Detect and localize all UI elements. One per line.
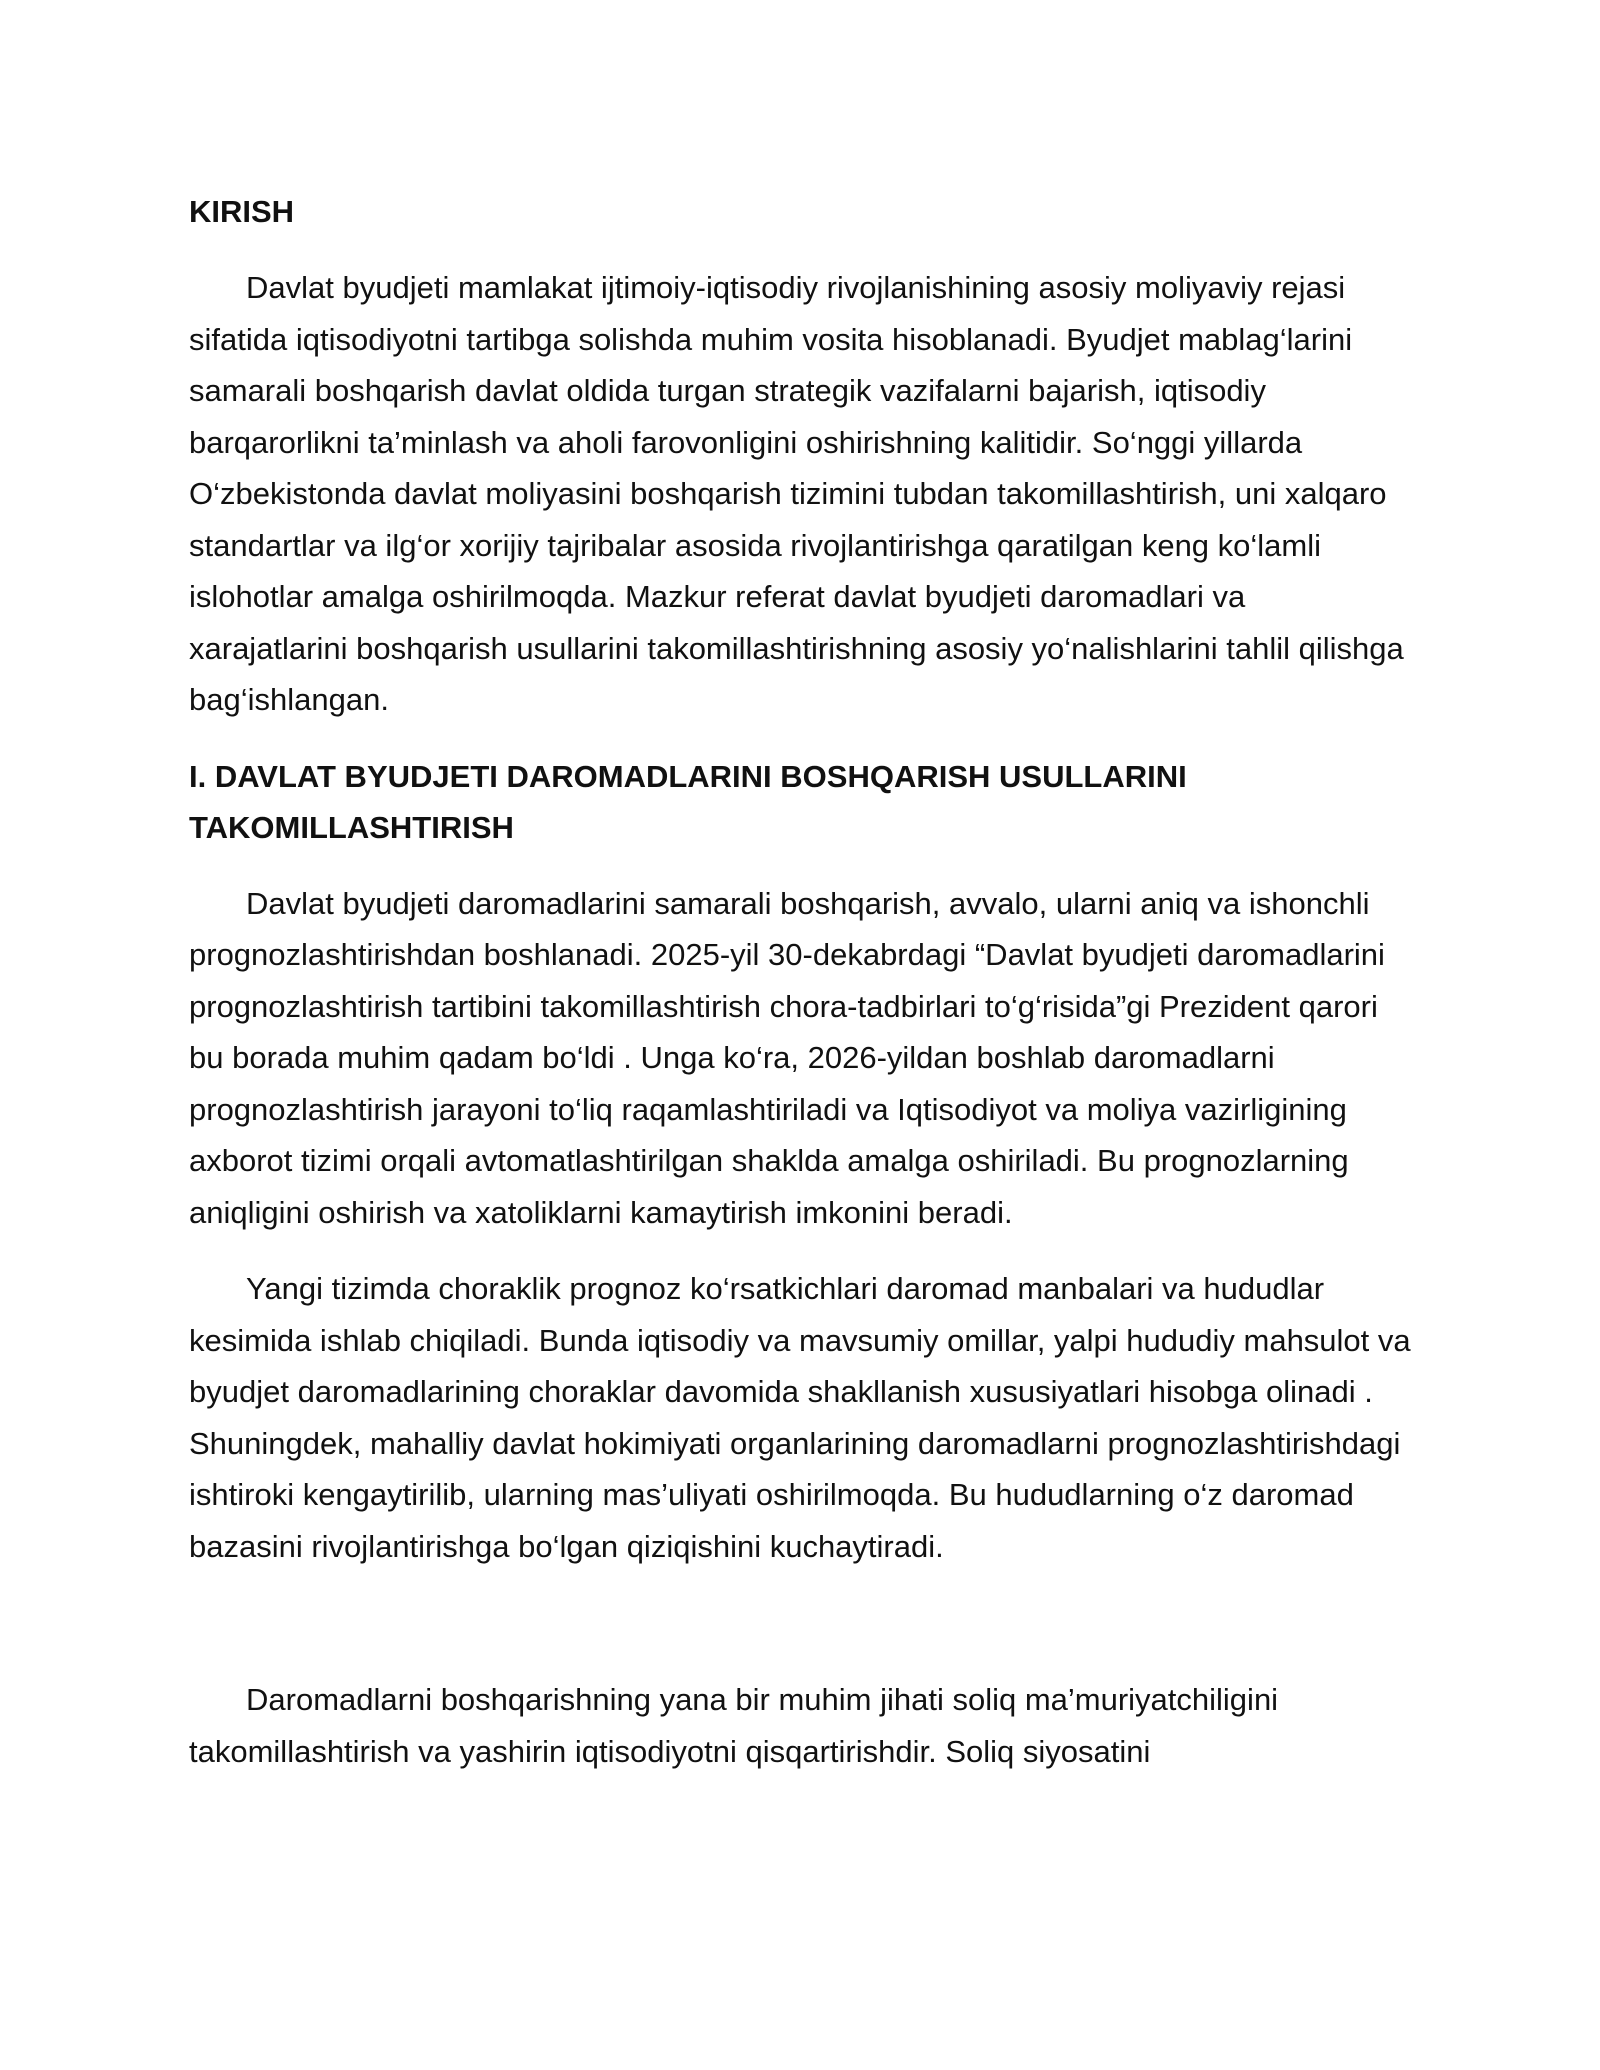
section-1-heading: I. DAVLAT BYUDJETI DAROMADLARINI BOSHQARISH USULLARINI TAKOMILLASHTIRISH bbox=[189, 758, 1187, 845]
section-1-paragraph-3: Daromadlarni boshqarishning yana bir muhim jihati soliq ma’muriyatchiligini takomillashtirish va yashirin iqtisodiyotni qisqartirishdir. Soliq siyosatini bbox=[189, 1682, 1279, 1769]
section-1-paragraph-2: Yangi tizimda choraklik prognoz ko‘rsatkichlari daromad manbalari va hududlar kesimida ishlab chiqiladi. Bunda iqtisodiy va mavsumiy omillar, yalpi hududiy mahsulot va byudjet daromadlarining choraklar davomida shakllanish xususiyatlari hisobga olinadi . Shuningdek, mahalliy davlat hokimiyati organlarining daromadlarni prognozlashtirishdagi ishtiroki kengaytirilib, ularning mas’uliyati oshirilmoqda. Bu hududlarning o‘z daromad bazasini rivojlantirishga bo‘lgan qiziqishini kuchaytiradi. bbox=[189, 1271, 1411, 1564]
intro-heading: KIRISH bbox=[189, 194, 295, 229]
section-1-paragraph-1: Davlat byudjeti daromadlarini samarali boshqarish, avvalo, ularni aniq va ishonchli prognozlashtirishdan boshlanadi. 2025-yil 30-dekabrdagi “Davlat byudjeti daromadlarini prognozlashtirish tartibini takomillashtirish chora-tadbirlari to‘g‘risida”gi Prezident qarori bu borada muhim qadam bo‘ldi . Unga ko‘ra, 2026-yildan boshlab daromadlarni prognozlashtirish jarayoni to‘liq raqamlashtiriladi va Iqtisodiyot va moliya vazirligining axborot tizimi orqali avtomatlashtirilgan shaklda amalga oshiriladi. Bu prognozlarning aniqligini oshirish va xatoliklarni kamaytirish imkonini beradi. bbox=[189, 885, 1385, 1230]
document-body bbox=[189, 186, 1411, 1777]
intro-paragraph: Davlat byudjeti mamlakat ijtimoiy-iqtisodiy rivojlanishining asosiy moliyaviy rejasi sifatida iqtisodiyotni tartibga solishda muhim vosita hisoblanadi. Byudjet mablag‘larini samarali boshqarish davlat oldida turgan strategik vazifalarni bajarish, iqtisodiy barqarorlikni ta’minlash va aholi farovonligini oshirishning kalitidir. So‘nggi yillarda O‘zbekistonda davlat moliyasini boshqarish tizimini tubdan takomillashtirish, uni xalqaro standartlar va ilg‘or xorijiy tajribalar asosida rivojlantirishga qaratilgan keng ko‘lamli islohotlar amalga oshirilmoqda. Mazkur referat davlat byudjeti daromadlari va xarajatlarini boshqarish usullarini takomillashtirishning asosiy yo‘nalishlarini tahlil qilishga bag‘ishlangan. bbox=[189, 270, 1404, 717]
